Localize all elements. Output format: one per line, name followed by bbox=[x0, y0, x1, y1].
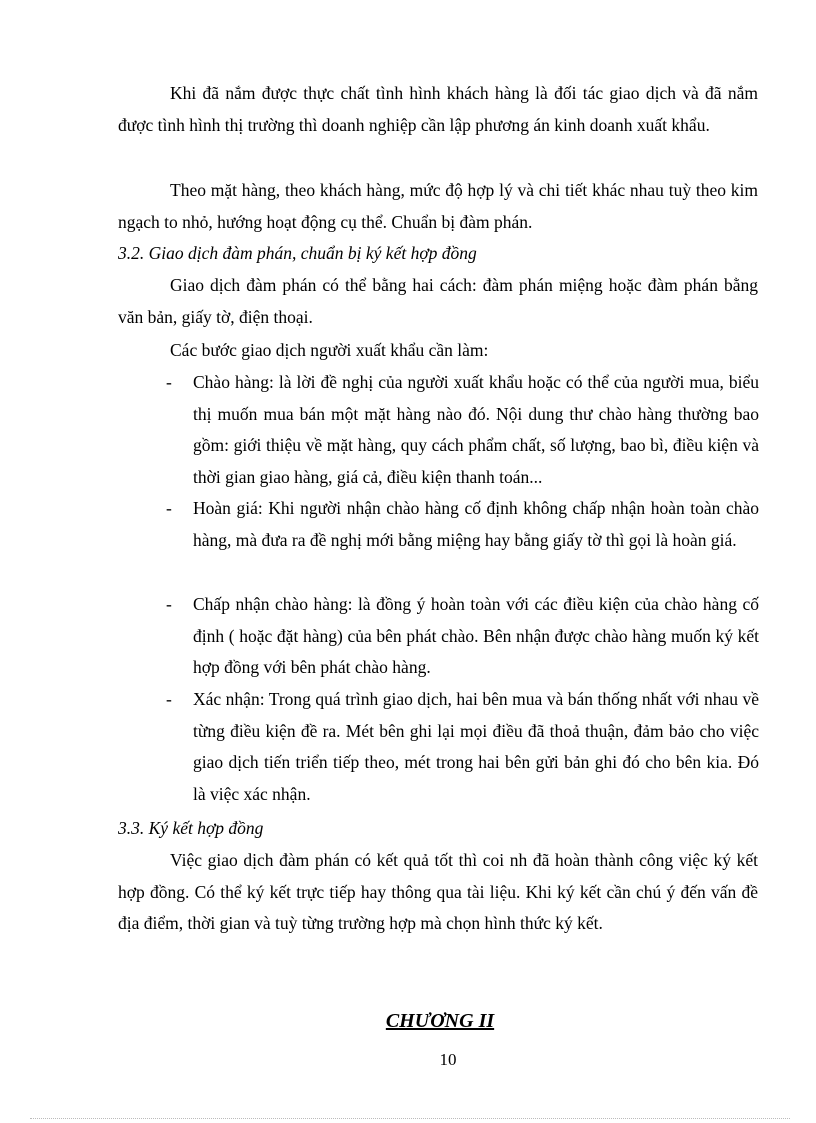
page-bottom-divider bbox=[30, 1118, 790, 1119]
bullet-item-offer: Chào hàng: là lời đề nghị của người xuất khẩu hoặc có thể của người mua, biểu thị muốn mua bán một mặt hàng nào đó. Nội dung thư chào hàng thường bao gồm: giới thiệu về mặt hàng, quy cách phẩm chất, số lượng, bao bì, điều kiện và thời gian giao hàng, giá cả, điều kiện thanh toán... bbox=[193, 372, 759, 487]
bullet-item-counter-offer: Hoàn giá: Khi người nhận chào hàng cố định không chấp nhận hoàn toàn chào hàng, mà đưa ra đề nghị mới bằng miệng hay bằng giấy tờ thì gọi là hoàn giá. bbox=[193, 498, 759, 550]
bullet-dash-3: - bbox=[166, 594, 172, 614]
page-number: 10 bbox=[439, 1050, 457, 1069]
chapter-title: CHƯƠNG II bbox=[385, 1010, 495, 1032]
paragraph-negotiation-methods: Giao dịch đàm phán có thể bằng hai cách: đàm phán miệng hoặc đàm phán bằng văn bản, giấy tờ, điện thoại. bbox=[118, 275, 758, 327]
paragraph-steps-intro: Các bước giao dịch người xuất khẩu cần làm: bbox=[170, 340, 489, 360]
paragraph-by-product: Theo mặt hàng, theo khách hàng, mức độ hợp lý và chi tiết khác nhau tuỳ theo kim ngạch to nhỏ, hướng hoạt động cụ thể. Chuẩn bị đàm phán. bbox=[118, 180, 758, 232]
paragraph-customer-situation: Khi đã nắm được thực chất tình hình khách hàng là đối tác giao dịch và đã nắm được tình hình thị trường thì doanh nghiệp cần lập phương án kinh doanh xuất khẩu. bbox=[118, 83, 758, 135]
paragraph-contract-signing: Việc giao dịch đàm phán có kết quả tốt thì coi nh đã hoàn thành công việc ký kết hợp đồng. Có thể ký kết trực tiếp hay thông qua tài liệu. Khi ký kết cần chú ý đến vấn đề địa điểm, thời gian và tuỳ từng trường hợp mà chọn hình thức ký kết. bbox=[118, 850, 758, 933]
heading-3-2: 3.2. Giao dịch đàm phán, chuẩn bị ký kết hợp đồng bbox=[118, 243, 477, 263]
bullet-dash-4: - bbox=[166, 689, 172, 709]
bullet-item-confirmation: Xác nhận: Trong quá trình giao dịch, hai bên mua và bán thống nhất với nhau về từng điều kiện đề ra. Mét bên ghi lại mọi điều đã thoả thuận, đảm bảo cho việc giao dịch tiến triển tiếp theo, mét trong hai bên gửi bản ghi đó cho bên kia. Đó là việc xác nhận. bbox=[193, 689, 759, 804]
bullet-dash-1: - bbox=[166, 372, 172, 392]
bullet-item-acceptance: Chấp nhận chào hàng: là đồng ý hoàn toàn với các điều kiện của chào hàng cố định ( hoặc đặt hàng) của bên phát chào. Bên nhận được chào hàng muốn ký kết hợp đồng với bên phát chào hàng. bbox=[193, 594, 759, 677]
heading-3-3: 3.3. Ký kết hợp đồng bbox=[118, 818, 264, 838]
bullet-dash-2: - bbox=[166, 498, 172, 518]
